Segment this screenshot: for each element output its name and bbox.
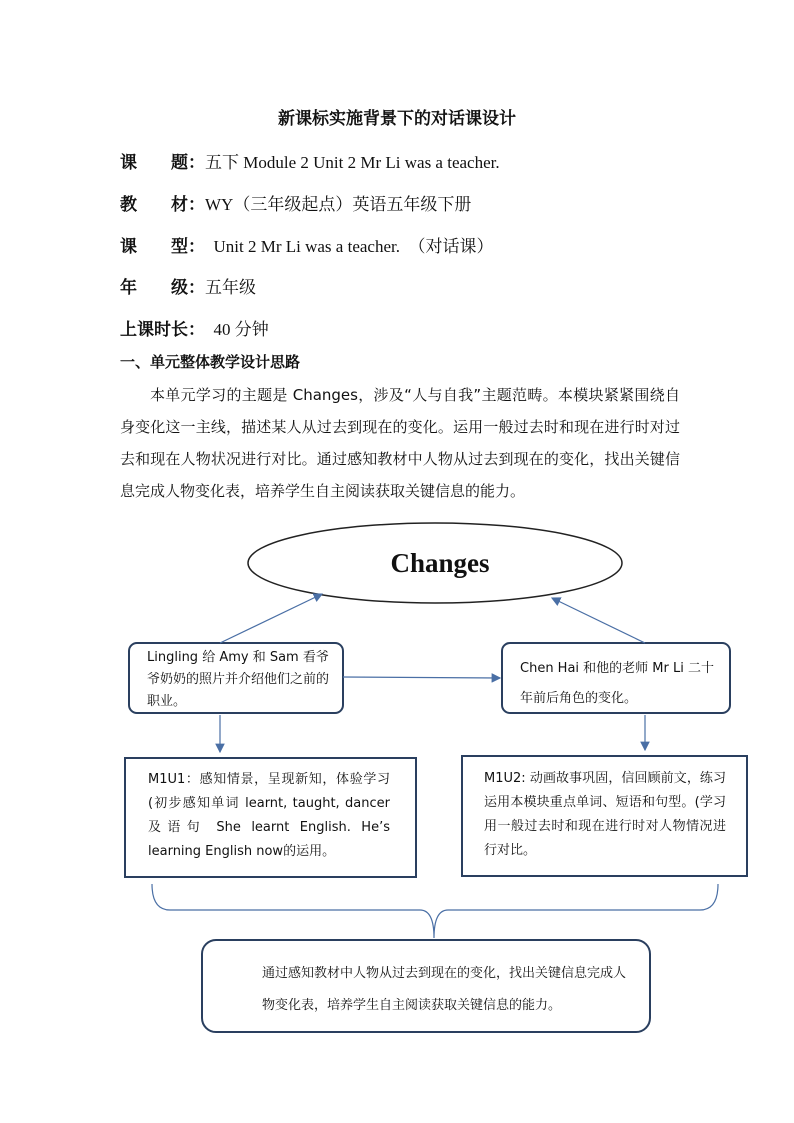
- right-bottom-box-text: M1U2: 动画故事巩固，信回顾前文，练习运用本模块重点单词、短语和句型。(学习用一般过去时和现在进行时对人物情况进行对比。: [484, 771, 726, 858]
- field-topic-label: 课 题：: [120, 153, 205, 173]
- section-heading: 一、单元整体教学设计思路: [120, 353, 301, 371]
- page-title: 新课标实施背景下的对话课设计: [278, 109, 516, 129]
- field-grade-label: 年 级：: [120, 278, 205, 298]
- left-top-box: [147, 647, 335, 713]
- arrow-left-to-right: [343, 677, 500, 678]
- arrow-left-to-oval: [220, 594, 322, 643]
- field-textbook-value: WY（三年级起点）英语五年级下册: [205, 195, 472, 214]
- field-textbook-label: 教 材：: [120, 195, 205, 215]
- field-duration-label: 上课时长：: [120, 320, 205, 340]
- arrow-right-to-oval: [552, 598, 645, 643]
- field-topic-value: 五下 Module 2 Unit 2 Mr Li was a teacher.: [205, 153, 500, 172]
- left-bottom-box: [148, 768, 390, 864]
- design-paragraph-text: 本单元学习的主题是 Changes，涉及“人与自我”主题范畴。本模块紧紧围绕自身变化这一主线，描述某人从过去到现在的变化。运用一般过去时和现在进行时对过去和现在人物状况进行对比。通过感知教材中人物从过去到现在的变化，找出关键信息完成人物变化表，培养学生自主阅读获取关键信息的能力。: [120, 386, 680, 500]
- center-oval-label: Changes: [390, 548, 490, 578]
- left-bottom-box-text: M1U1：感知情景，呈现新知，体验学习(初步感知单词 learnt, taught, dancer 及语句 She learnt English. He’s learning English now的运用。: [148, 772, 390, 859]
- field-grade-value: 五年级: [205, 278, 256, 297]
- right-bottom-box: [484, 767, 726, 863]
- field-duration-value: 40 分钟: [205, 320, 269, 339]
- field-lesson-type-value: Unit 2 Mr Li was a teacher. （对话课）: [205, 237, 494, 256]
- field-lesson-type-label: 课 型：: [120, 237, 205, 257]
- brace: [152, 884, 718, 938]
- summary-box-text: 通过感知教材中人物从过去到现在的变化，找出关键信息完成人物变化表，培养学生自主阅读获取关键信息的能力。: [262, 966, 627, 1013]
- right-top-box-text: Chen Hai 和他的老师 Mr Li 二十年前后角色的变化。: [520, 661, 714, 706]
- right-top-box: [520, 654, 716, 714]
- left-top-box-text: Lingling 给 Amy 和 Sam 看爷爷奶奶的照片并介绍他们之前的职业。: [147, 650, 330, 709]
- summary-box: [262, 958, 634, 1022]
